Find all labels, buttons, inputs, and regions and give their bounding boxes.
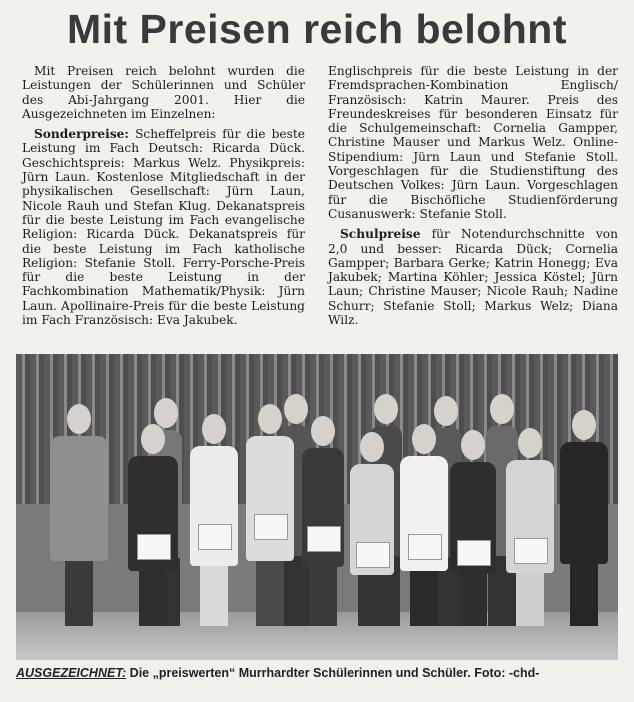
person-body (560, 442, 608, 564)
person-figure (346, 432, 398, 634)
person-legs (459, 574, 487, 626)
person-legs (139, 571, 167, 626)
person-head (311, 416, 335, 446)
person-head (461, 430, 485, 460)
person-head (572, 410, 596, 440)
certificate (254, 514, 288, 540)
schulpreise-paragraph (328, 227, 618, 327)
person-legs (256, 561, 284, 626)
person-head (360, 432, 384, 462)
person-legs (516, 573, 544, 626)
person-figure (124, 424, 182, 634)
person-legs (200, 566, 228, 626)
person-legs (570, 564, 598, 626)
person-figure (46, 404, 112, 634)
person-figure (502, 428, 558, 634)
headline: Mit Preisen reich belohnt (66, 6, 568, 52)
schulpreise-label: Schulpreise (340, 227, 421, 242)
person-legs (65, 561, 93, 626)
article-column-left (22, 64, 305, 333)
person-head (258, 404, 282, 434)
certificate (457, 540, 491, 566)
certificate (137, 534, 171, 560)
person-legs (358, 575, 386, 626)
certificate (514, 538, 548, 564)
certificate (356, 542, 390, 568)
certificate (198, 524, 232, 550)
person-figure (186, 414, 242, 634)
person-figure (446, 430, 500, 634)
person-body (246, 436, 294, 561)
person-head (434, 396, 458, 426)
person-head (202, 414, 226, 444)
person-head (374, 394, 398, 424)
intro-paragraph: Mit Preisen reich belohnt wurden die Leistungen der Schülerinnen und Schüler des Abi-Jahrgang 2001. Hier die Ausgezeichneten im Einzelnen: (22, 64, 305, 121)
person-head (412, 424, 436, 454)
person-head (141, 424, 165, 454)
person-legs (410, 571, 438, 626)
photo-caption (16, 666, 618, 680)
person-body (50, 436, 108, 561)
person-figure (556, 410, 612, 634)
person-head (490, 394, 514, 424)
group-photo (16, 354, 618, 660)
person-head (518, 428, 542, 458)
certificate (307, 526, 341, 552)
schulpreise-text: für Notendurchschnitte von 2,0 und besser: Ricarda Dück; Cornelia Gampper; Barbara Gerke; Katrin Honegg; Eva Jakubek; Martina Köhler; Jessica Köstel; Jürn Laun; Christine Mauser; Nicole Rauh; Nadine Schurr; Stefanie Stoll; Markus Welz; Diana Wilz. (328, 227, 618, 328)
article-column-right (328, 64, 618, 333)
person-head (67, 404, 91, 434)
sonderpreise-paragraph (22, 127, 305, 327)
caption-keyword: AUSGEZEICHNET: (16, 666, 127, 680)
awards-paragraph: Englischpreis für die beste Leistung in der Fremdsprachen-Kombination Englisch/ Französisch: Katrin Maurer. Preis des Freundeskreises für besonderen Einsatz für die Schulgemeinschaft: Cornelia Gampper, Christine Mauser und Markus Welz. Online-Stipendium: Jürn Laun und Stefanie Stoll. Vorgeschlagen für die Studienstiftung des Deutschen Volkes: Jürn Laun. Vorgeschlagen für die Bischöfliche Studienförderung Cusanuswerk: Stefanie Stoll. (328, 64, 618, 221)
person-figure (396, 424, 452, 634)
caption-credit: Foto: -chd- (470, 666, 540, 680)
certificate (408, 534, 442, 560)
person-legs (309, 567, 337, 626)
sonderpreise-label: Sonderpreise: (34, 127, 129, 142)
sonderpreise-text: Scheffelpreis für die beste Leistung im Fach Deutsch: Ricarda Dück. Geschichtspreis: Markus Welz. Physikpreis: Jürn Laun. Kostenlose Mitgliedschaft in der physikalischen Gesellschaft: Jürn Laun, Nicole Rauh und Stefan Klug. Dekanatspreis für die beste Leistung im Fach evangelische Religion: Ricarda Dück. Dekanatspreis für die beste Leistung im Fach katholische Religion: Stefanie Stoll. Ferry-Porsche-Preis für die beste Leistung in der Fachkombination Mathematik/Physik: Jürn Laun. Apollinaire-Preis für die beste Leistung im Fach Französisch: Eva Jakubek. (22, 127, 305, 328)
caption-text: Die „preiswerten“ Murrhardter Schülerinnen und Schüler. (126, 666, 471, 680)
person-figure (242, 404, 298, 634)
person-figure (298, 416, 348, 634)
